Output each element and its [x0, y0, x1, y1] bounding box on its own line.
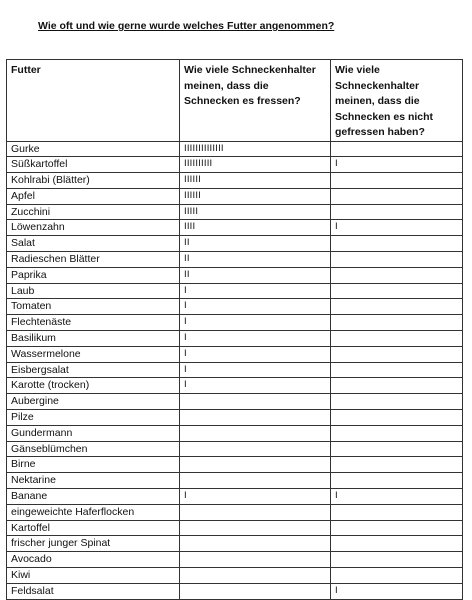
food-cell: Gänseblümchen — [7, 441, 180, 457]
not-eaten-tally-cell — [331, 425, 463, 441]
table-row — [7, 204, 463, 220]
food-cell: Paprika — [7, 267, 180, 283]
eaten-tally-cell — [180, 410, 331, 426]
not-eaten-tally-cell — [331, 504, 463, 520]
food-cell: Eisbergsalat — [7, 362, 180, 378]
table-row — [7, 362, 463, 378]
not-eaten-tally-cell — [331, 362, 463, 378]
food-cell: Löwenzahn — [7, 220, 180, 236]
eaten-tally-cell: II — [180, 267, 331, 283]
eaten-tally-cell — [180, 568, 331, 584]
header-eaten: Wie viele Schneckenhalter meinen, dass die Schnecken es fressen? — [180, 60, 331, 142]
table-row — [7, 489, 463, 505]
food-cell: Kartoffel — [7, 520, 180, 536]
food-cell: Laub — [7, 283, 180, 299]
eaten-tally-cell: I — [180, 346, 331, 362]
food-cell: Gundermann — [7, 425, 180, 441]
eaten-tally-cell: IIIIII — [180, 188, 331, 204]
eaten-tally-cell — [180, 473, 331, 489]
food-cell: frischer junger Spinat — [7, 536, 180, 552]
table-row — [7, 346, 463, 362]
not-eaten-tally-cell — [331, 331, 463, 347]
table-row — [7, 425, 463, 441]
eaten-tally-cell: IIIIIIIIII — [180, 157, 331, 173]
food-cell: Kiwi — [7, 568, 180, 584]
eaten-tally-cell: I — [180, 283, 331, 299]
not-eaten-tally-cell — [331, 315, 463, 331]
table-row — [7, 410, 463, 426]
food-cell: Aubergine — [7, 394, 180, 410]
not-eaten-tally-cell — [331, 346, 463, 362]
eaten-tally-cell: I — [180, 362, 331, 378]
table-row — [7, 283, 463, 299]
table-row — [7, 157, 463, 173]
table-header — [7, 60, 463, 142]
not-eaten-tally-cell — [331, 536, 463, 552]
not-eaten-tally-cell: I — [331, 583, 463, 599]
eaten-tally-cell: I — [180, 331, 331, 347]
header-not-eaten: Wie viele Schneckenhalter meinen, dass die Schnecken es nicht gefressen haben? — [331, 60, 463, 142]
food-cell: Radieschen Blätter — [7, 252, 180, 268]
food-cell: eingeweichte Haferflocken — [7, 504, 180, 520]
not-eaten-tally-cell — [331, 520, 463, 536]
not-eaten-tally-cell — [331, 252, 463, 268]
food-cell: Salat — [7, 236, 180, 252]
not-eaten-tally-cell: I — [331, 157, 463, 173]
food-cell: Karotte (trocken) — [7, 378, 180, 394]
food-cell: Wassermelone — [7, 346, 180, 362]
not-eaten-tally-cell — [331, 204, 463, 220]
table-row — [7, 536, 463, 552]
table-row — [7, 394, 463, 410]
table-row — [7, 457, 463, 473]
table-row — [7, 441, 463, 457]
table-row — [7, 520, 463, 536]
food-cell: Birne — [7, 457, 180, 473]
not-eaten-tally-cell — [331, 568, 463, 584]
not-eaten-tally-cell — [331, 299, 463, 315]
food-cell: Gurke — [7, 141, 180, 157]
eaten-tally-cell — [180, 552, 331, 568]
eaten-tally-cell: IIIIIIIIIIIIII — [180, 141, 331, 157]
eaten-tally-cell — [180, 504, 331, 520]
food-cell: Zucchini — [7, 204, 180, 220]
not-eaten-tally-cell: I — [331, 489, 463, 505]
header-food: Futter — [7, 60, 180, 142]
eaten-tally-cell: I — [180, 299, 331, 315]
eaten-tally-cell — [180, 520, 331, 536]
food-cell: Süßkartoffel — [7, 157, 180, 173]
not-eaten-tally-cell — [331, 141, 463, 157]
not-eaten-tally-cell — [331, 283, 463, 299]
table-row — [7, 236, 463, 252]
table-row — [7, 188, 463, 204]
not-eaten-tally-cell — [331, 441, 463, 457]
eaten-tally-cell — [180, 441, 331, 457]
eaten-tally-cell: II — [180, 252, 331, 268]
not-eaten-tally-cell — [331, 457, 463, 473]
food-cell: Apfel — [7, 188, 180, 204]
eaten-tally-cell: IIIII — [180, 204, 331, 220]
food-cell: Nektarine — [7, 473, 180, 489]
food-cell: Feldsalat — [7, 583, 180, 599]
eaten-tally-cell — [180, 457, 331, 473]
eaten-tally-cell: I — [180, 315, 331, 331]
not-eaten-tally-cell — [331, 267, 463, 283]
table-row — [7, 173, 463, 189]
table-row — [7, 331, 463, 347]
table-row — [7, 568, 463, 584]
not-eaten-tally-cell — [331, 473, 463, 489]
table-row — [7, 583, 463, 599]
food-cell: Banane — [7, 489, 180, 505]
eaten-tally-cell — [180, 394, 331, 410]
document-title: Wie oft und wie gerne wurde welches Futter angenommen? — [38, 20, 335, 32]
table-row — [7, 473, 463, 489]
eaten-tally-cell: I — [180, 489, 331, 505]
table-row — [7, 378, 463, 394]
eaten-tally-cell: IIIIII — [180, 173, 331, 189]
table-row — [7, 315, 463, 331]
food-cell: Avocado — [7, 552, 180, 568]
eaten-tally-cell: II — [180, 236, 331, 252]
not-eaten-tally-cell — [331, 188, 463, 204]
food-cell: Tomaten — [7, 299, 180, 315]
eaten-tally-cell: I — [180, 378, 331, 394]
table-row — [7, 504, 463, 520]
eaten-tally-cell: IIII — [180, 220, 331, 236]
table-row — [7, 220, 463, 236]
table-row — [7, 267, 463, 283]
not-eaten-tally-cell — [331, 378, 463, 394]
table-row — [7, 299, 463, 315]
not-eaten-tally-cell — [331, 173, 463, 189]
food-table — [6, 59, 463, 600]
header-row — [7, 60, 463, 142]
food-cell: Kohlrabi (Blätter) — [7, 173, 180, 189]
not-eaten-tally-cell: I — [331, 220, 463, 236]
eaten-tally-cell — [180, 583, 331, 599]
table-row — [7, 141, 463, 157]
not-eaten-tally-cell — [331, 236, 463, 252]
not-eaten-tally-cell — [331, 410, 463, 426]
table-row — [7, 252, 463, 268]
food-cell: Pilze — [7, 410, 180, 426]
eaten-tally-cell — [180, 536, 331, 552]
not-eaten-tally-cell — [331, 552, 463, 568]
food-cell: Basilikum — [7, 331, 180, 347]
table-body — [7, 141, 463, 599]
eaten-tally-cell — [180, 425, 331, 441]
table-row — [7, 552, 463, 568]
food-cell: Flechtenäste — [7, 315, 180, 331]
not-eaten-tally-cell — [331, 394, 463, 410]
